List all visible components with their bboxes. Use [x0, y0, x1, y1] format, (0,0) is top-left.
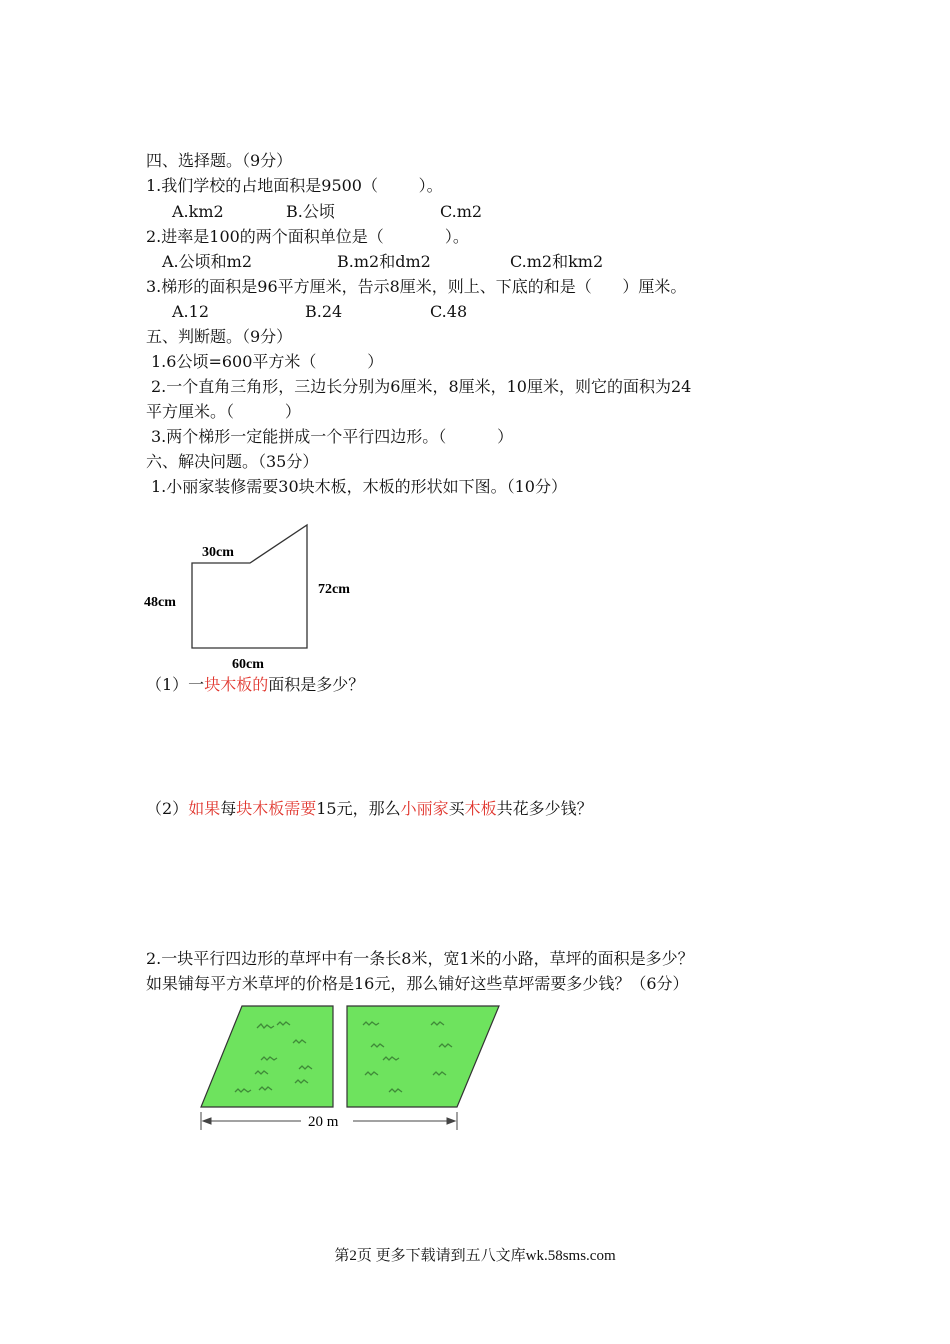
sub2-part-5: 小丽家 [400, 799, 449, 818]
lawn-figure [195, 1000, 515, 1140]
q2-stem: 2.进率是100的两个面积单位是（ ）。 [146, 227, 469, 246]
sub2-part-2: 每 [220, 799, 237, 818]
problem2-line2: 如果铺每平方米草坪的价格是16元，那么铺好这些草坪需要多少钱？（6分） [146, 974, 689, 993]
sub2-part-1: 如果 [188, 799, 221, 818]
q1-stem: 1.我们学校的占地面积是9500（ ）。 [146, 176, 443, 195]
sub2-part-8: 共花多少钱？ [496, 799, 593, 818]
q2-option-a: A.公顷和m2 [162, 252, 252, 271]
board-label-top: 30cm [202, 545, 234, 560]
q2-option-b: B.m2和dm2 [337, 252, 431, 271]
q3-stem: 3.梯形的面积是96平方厘米，告示8厘米，则上、下底的和是（ ）厘米。 [146, 277, 687, 296]
judge-item-2: 2.一个直角三角形，三边长分别为6厘米，8厘米，10厘米，则它的面积为24 [151, 377, 692, 396]
q3-option-c: C.48 [430, 302, 468, 321]
problem2-line1: 2.一块平行四边形的草坪中有一条长8米，宽1米的小路，草坪的面积是多少？ [146, 949, 694, 968]
sub2-part-6: 买 [448, 799, 465, 818]
problem1-sub1 [146, 674, 364, 696]
sub2-part-7: 木板 [464, 799, 497, 818]
q1-option-a: A.km2 [172, 202, 224, 221]
page-footer: 第2页 更多下载请到五八文库wk.58sms.com [334, 1248, 616, 1264]
judge-item-3: 3.两个梯形一定能拼成一个平行四边形。（ ） [151, 427, 514, 446]
section5-title: 五、判断题。（9分） [146, 327, 293, 346]
sub2-part-4: 15元，那么 [316, 799, 401, 818]
sub2-part-0: （2） [146, 799, 189, 818]
problem1-sub2 [146, 798, 593, 820]
q1-option-c: C.m2 [440, 202, 483, 221]
lawn-left-piece [201, 1006, 333, 1107]
sub1-part-b: 块木板的 [204, 675, 269, 694]
section6-title: 六、解决问题。（35分） [146, 452, 319, 471]
q2-option-c: C.m2和km2 [510, 252, 604, 271]
sub2-part-3: 块木板需要 [236, 799, 317, 818]
lawn-width-label: 20 m [308, 1114, 339, 1130]
lawn-right-piece [347, 1006, 499, 1107]
board-figure [140, 515, 380, 675]
board-label-left: 48cm [144, 595, 176, 610]
board-label-bottom: 60cm [232, 657, 264, 672]
judge-item-2-cont: 平方厘米。（ ） [146, 402, 301, 421]
judge-item-1: 1.6公顷=600平方米（ ） [151, 352, 384, 371]
sub1-part-a: （1）一 [146, 675, 205, 694]
section4-title: 四、选择题。（9分） [146, 151, 293, 170]
board-label-right: 72cm [318, 582, 350, 597]
board-shape [192, 525, 307, 648]
q3-option-b: B.24 [305, 302, 343, 321]
q1-option-b: B.公顷 [286, 202, 335, 221]
q3-option-a: A.12 [172, 302, 209, 321]
problem1-stem: 1.小丽家装修需要30块木板，木板的形状如下图。（10分） [151, 477, 567, 496]
sub1-part-c: 面积是多少？ [268, 675, 365, 694]
